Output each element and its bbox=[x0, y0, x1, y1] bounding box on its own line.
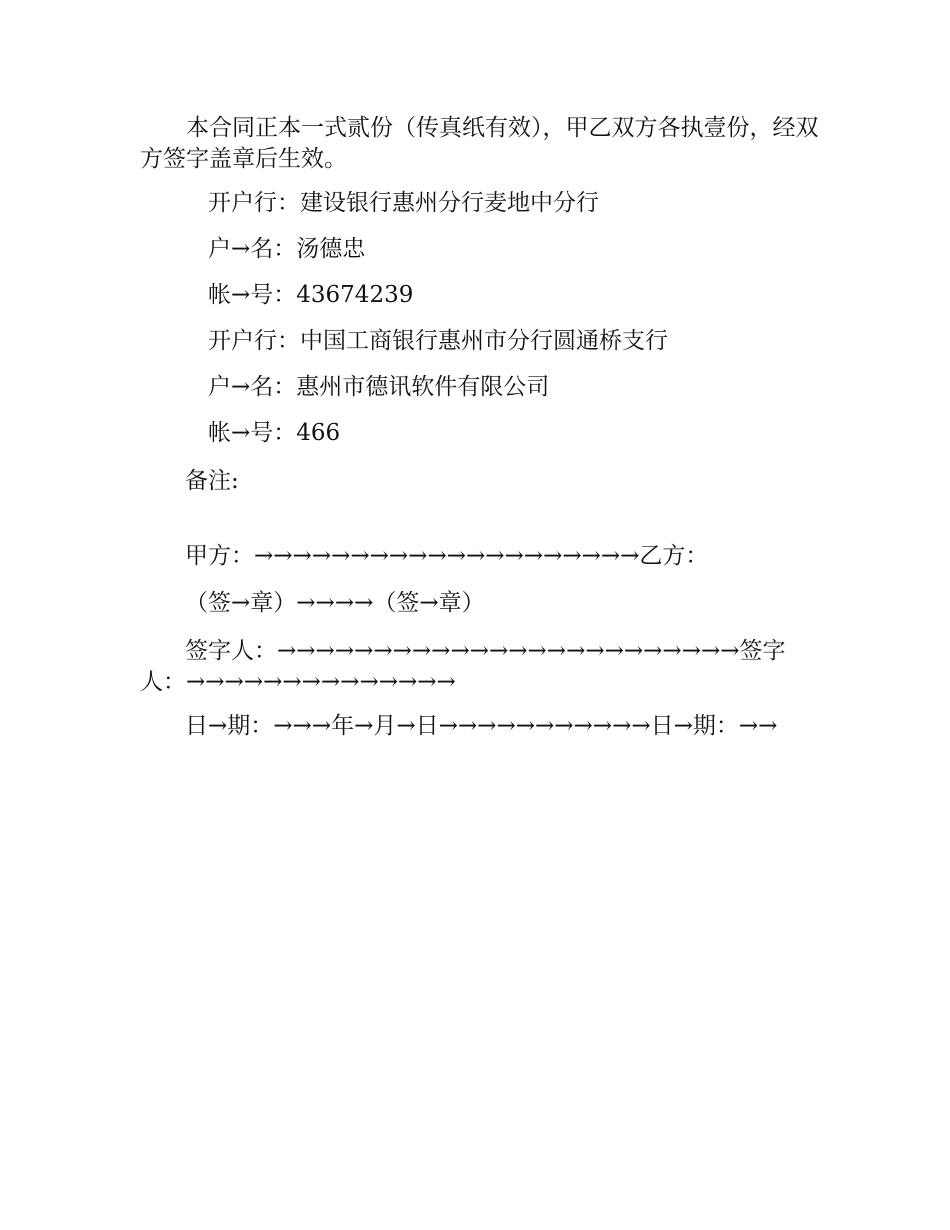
payee-name-2: 户→名：惠州市德讯软件有限公司 bbox=[208, 374, 550, 400]
payee-account-1: 帐→号：43674239 bbox=[208, 282, 414, 308]
seal-line: （签→章）→→→→（签→章） bbox=[185, 590, 485, 616]
remark-label: 备注: bbox=[185, 468, 239, 494]
payee-name-1: 户→名：汤德忠 bbox=[208, 236, 366, 262]
signer-line: 签字人：→→→→→→→→→→→→→→→→→→→→→→→→签字人：→→→→→→→→→→→→→→ bbox=[140, 638, 786, 695]
payee-bank-2: 开户行：中国工商银行惠州市分行圆通桥支行 bbox=[208, 328, 668, 354]
date-line: 日→期：→→→年→月→日→→→→→→→→→→→日→期：→→ bbox=[185, 713, 778, 739]
payee-account-2: 帐→号：466 bbox=[208, 420, 341, 446]
payee-bank-1: 开户行：建设银行惠州分行麦地中分行 bbox=[208, 190, 599, 216]
parties-line: 甲方：→→→→→→→→→→→→→→→→→→→→乙方： bbox=[185, 543, 709, 569]
contract-intro-paragraph: 本合同正本一式贰份（传真纸有效），甲乙双方各执壹份，经双方签字盖章后生效。 bbox=[140, 115, 819, 172]
